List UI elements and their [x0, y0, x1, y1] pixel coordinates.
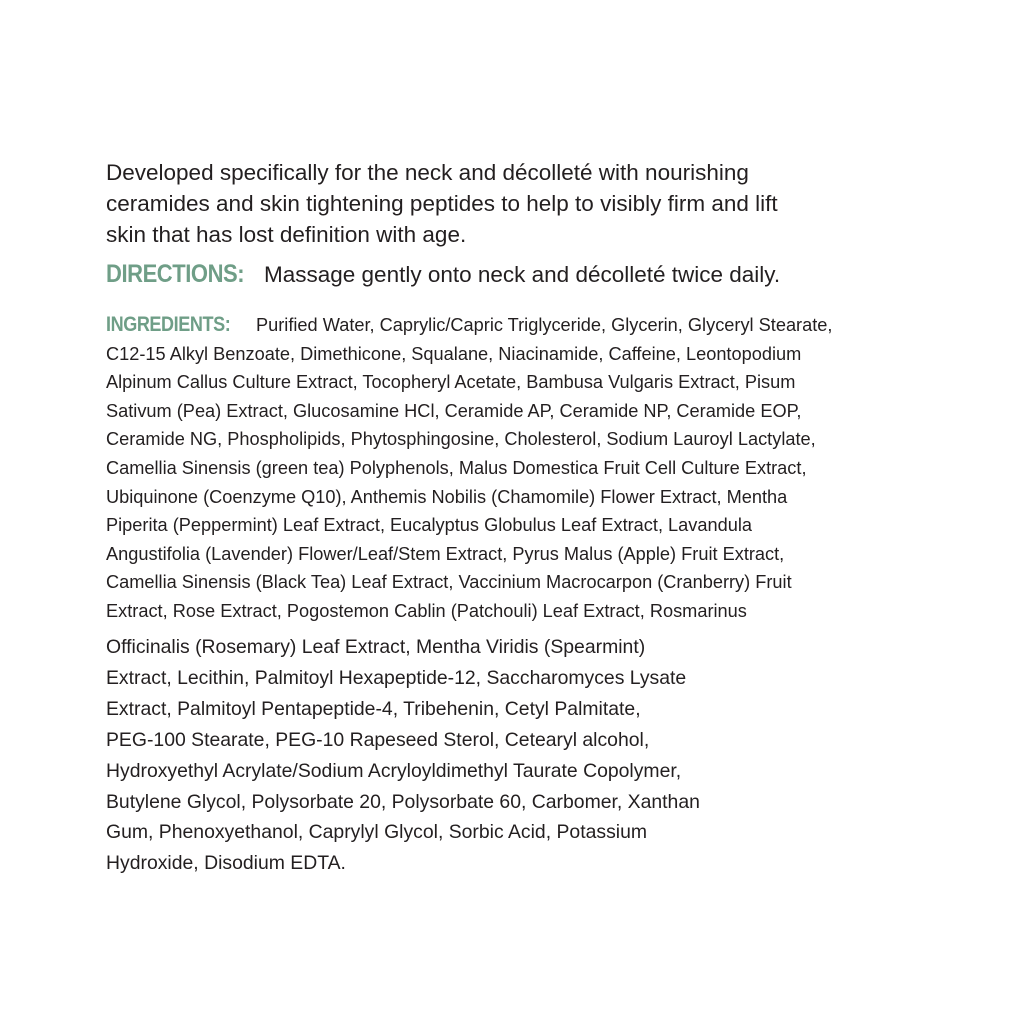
ingredients-line: Gum, Phenoxyethanol, Caprylyl Glycol, Sorbic Acid, Potassium — [106, 821, 648, 844]
ingredients-line: Angustifolia (Lavender) Flower/Leaf/Stem Extract, Pyrus Malus (Apple) Fruit Extract, — [106, 543, 785, 564]
ingredients-line: Extract, Rose Extract, Pogostemon Cablin (Patchouli) Leaf Extract, Rosmarinus — [106, 600, 747, 621]
ingredients-line: Camellia Sinensis (green tea) Polyphenols, Malus Domestica Fruit Cell Culture Extract, — [106, 457, 807, 478]
directions-label: DIRECTIONS: — [106, 260, 245, 288]
ingredients-line: Alpinum Callus Culture Extract, Tocopheryl Acetate, Bambusa Vulgaris Extract, Pisum — [106, 372, 796, 393]
ingredients-continued — [106, 632, 936, 879]
description-line: Developed specifically for the neck and décolleté with nourishing — [106, 160, 749, 185]
ingredients-line: Extract, Lecithin, Palmitoyl Hexapeptide-12, Saccharomyces Lysate — [106, 666, 687, 689]
ingredients-line — [106, 311, 936, 340]
ingredients-line: Ceramide NG, Phospholipids, Phytosphingosine, Cholesterol, Sodium Lauroyl Lactylate, — [106, 429, 816, 450]
ingredients-line: Extract, Palmitoyl Pentapeptide-4, Tribehenin, Cetyl Palmitate, — [106, 697, 641, 720]
description-line: ceramides and skin tightening peptides to help to visibly firm and lift — [106, 191, 778, 216]
description-line: skin that has lost definition with age. — [106, 222, 467, 247]
ingredients-section — [106, 311, 936, 626]
product-description — [106, 157, 906, 250]
ingredients-line: Officinalis (Rosemary) Leaf Extract, Mentha Viridis (Spearmint) — [106, 636, 646, 658]
ingredients-line: Hydroxyethyl Acrylate/Sodium Acryloyldimethyl Taurate Copolymer, — [106, 759, 682, 782]
ingredients-label: INGREDIENTS: — [106, 313, 231, 336]
directions-section — [106, 259, 780, 290]
ingredients-line: Sativum (Pea) Extract, Glucosamine HCl, Ceramide AP, Ceramide NP, Ceramide EOP, — [106, 400, 802, 421]
directions-text: Massage gently onto neck and décolleté twice daily. — [264, 262, 781, 287]
ingredients-line: Butylene Glycol, Polysorbate 20, Polysorbate 60, Carbomer, Xanthan — [106, 790, 700, 813]
ingredients-line: Hydroxide, Disodium EDTA. — [106, 852, 346, 875]
ingredients-line: Piperita (Peppermint) Leaf Extract, Eucalyptus Globulus Leaf Extract, Lavandula — [106, 515, 752, 536]
ingredients-line: Camellia Sinensis (Black Tea) Leaf Extract, Vaccinium Macrocarpon (Cranberry) Fruit — [106, 572, 792, 593]
ingredients-line: C12-15 Alkyl Benzoate, Dimethicone, Squalane, Niacinamide, Caffeine, Leontopodium — [106, 343, 802, 364]
ingredients-line: PEG-100 Stearate, PEG-10 Rapeseed Sterol, Cetearyl alcohol, — [106, 728, 650, 751]
ingredients-line: Ubiquinone (Coenzyme Q10), Anthemis Nobilis (Chamomile) Flower Extract, Mentha — [106, 486, 788, 507]
ingredients-text: Purified Water, Caprylic/Capric Triglyceride, Glycerin, Glyceryl Stearate, — [256, 315, 833, 335]
